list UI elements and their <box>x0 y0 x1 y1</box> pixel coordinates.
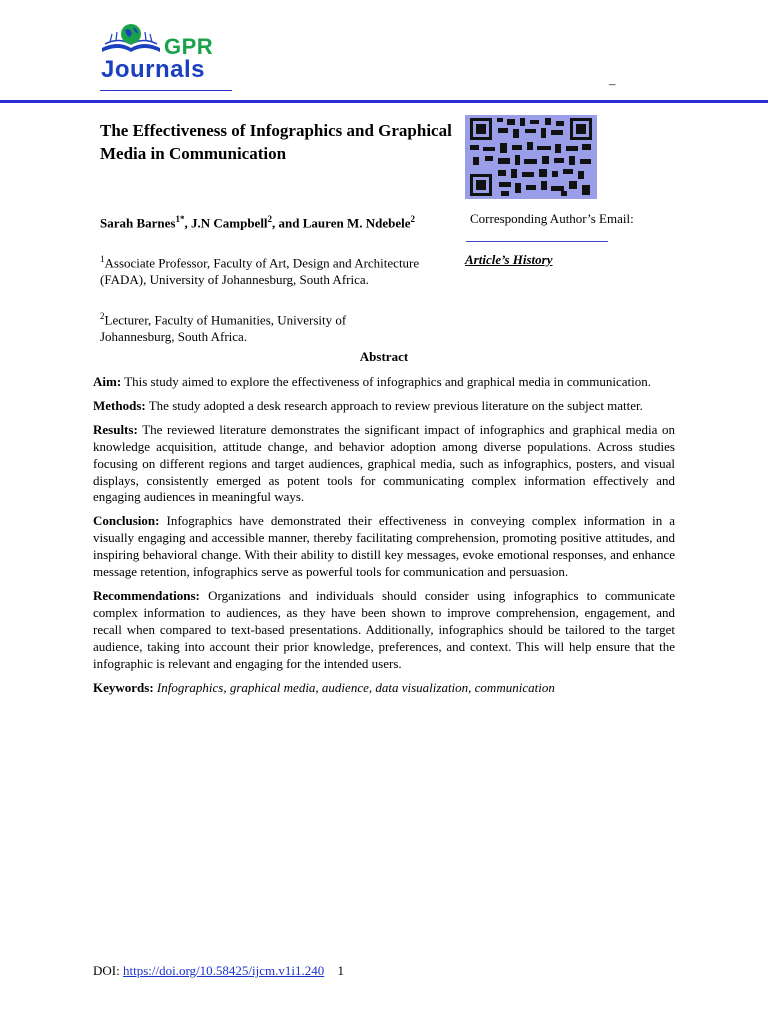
author-list <box>100 211 440 231</box>
affiliation-2 <box>100 308 420 345</box>
section-text: Infographics have demonstrated their effectiveness in conveying complex information in a visually engaging and accessible manner, thereby facilitating comprehension, promoting positive attitudes, and inspiring behavioral change. With their ability to distill key messages, evoke emotional responses, and enhance message retention, infographics serve as powerful tools for communication and persuasion. <box>93 513 676 580</box>
author-affiliation-mark: 1* <box>175 214 185 224</box>
page-number: 1 <box>337 963 344 978</box>
email-link-line[interactable] <box>466 241 608 242</box>
article-history-link[interactable]: Article’s History <box>465 252 553 267</box>
keywords-label: Keywords: <box>93 679 154 695</box>
abstract-conclusion <box>93 513 675 581</box>
section-label: Results: <box>93 421 138 437</box>
header-dash: – <box>609 76 616 91</box>
abstract-aim <box>93 374 675 391</box>
globe-book-icon <box>98 22 164 56</box>
section-text: Organizations and individuals should consider using infographics to communicate complex information to audiences, as they have been shown to improve comprehension, engagement, and recall when compared to text-based presentations. Additionally, infographics should be tailored to the target audience, taking into account their prior knowledge, preferences, and context. This will help ensure that the infographic is relevant and engaging for the intended users. <box>93 587 675 671</box>
logo-gpr-text: GPR <box>164 34 214 59</box>
affiliation-text: Lecturer, Faculty of Humanities, University of Johannesburg, South Africa. <box>100 312 347 345</box>
section-text: The study adopted a desk research approach to review previous literature on the subject matter. <box>148 397 643 413</box>
affiliation-mark: 1 <box>100 254 105 264</box>
author-separator: , <box>184 215 191 231</box>
logo-underline <box>100 90 232 91</box>
qr-code-graphic <box>465 115 597 199</box>
section-label: Aim: <box>93 374 122 389</box>
author-separator: , and <box>272 215 303 231</box>
affiliation-text: Associate Professor, Faculty of Art, Design and Architecture (FADA), University of Johannesburg, South Africa. <box>100 255 420 288</box>
header-rule <box>0 100 768 103</box>
author-name: Sarah Barnes <box>100 215 176 231</box>
qr-code-icon[interactable] <box>465 115 597 199</box>
journal-logo <box>98 22 238 94</box>
paper-title: The Effectiveness of Infographics and Graphical Media in Communication <box>100 121 452 163</box>
section-label: Recommendations: <box>93 587 200 603</box>
section-text: The reviewed literature demonstrates the significant impact of infographics and graphical media on knowledge acquisition, attitude change, and behavior adoption among diverse populations. Across studies focusing on different regions and target audiences, graphical media, such as infographics, posters, and visual displays, consistently emerged as potent tools for communicating complex information effectively and engaging audiences in meaningful ways. <box>93 421 676 505</box>
doi-link[interactable]: https://doi.org/10.58425/ijcm.v1i1.240 <box>122 963 325 978</box>
abstract-methods <box>93 398 675 415</box>
abstract-recommendations <box>93 588 675 673</box>
author-name: Lauren M. Ndebele <box>302 215 411 231</box>
affiliation-mark: 2 <box>100 311 105 321</box>
doi-label: DOI: <box>93 963 120 978</box>
corresponding-email-label: Corresponding Author’s Email: <box>470 211 634 226</box>
abstract-keywords <box>93 680 675 697</box>
abstract-heading: Abstract <box>359 349 409 364</box>
logo-journals-text: Journals <box>101 56 206 83</box>
section-label: Methods: <box>93 397 146 413</box>
abstract-results <box>93 422 675 507</box>
keywords-text: Infographics, graphical media, audience, data visualization, communication <box>156 679 555 695</box>
section-text: This study aimed to explore the effectiveness of infographics and graphical media in communication. <box>124 374 652 389</box>
author-name: J.N Campbell <box>190 215 268 231</box>
page-footer <box>93 963 344 979</box>
section-label: Conclusion: <box>93 513 160 529</box>
author-affiliation-mark: 2 <box>267 214 273 224</box>
author-affiliation-mark: 2 <box>410 214 415 224</box>
affiliation-1 <box>100 251 420 288</box>
abstract-body <box>93 374 675 703</box>
